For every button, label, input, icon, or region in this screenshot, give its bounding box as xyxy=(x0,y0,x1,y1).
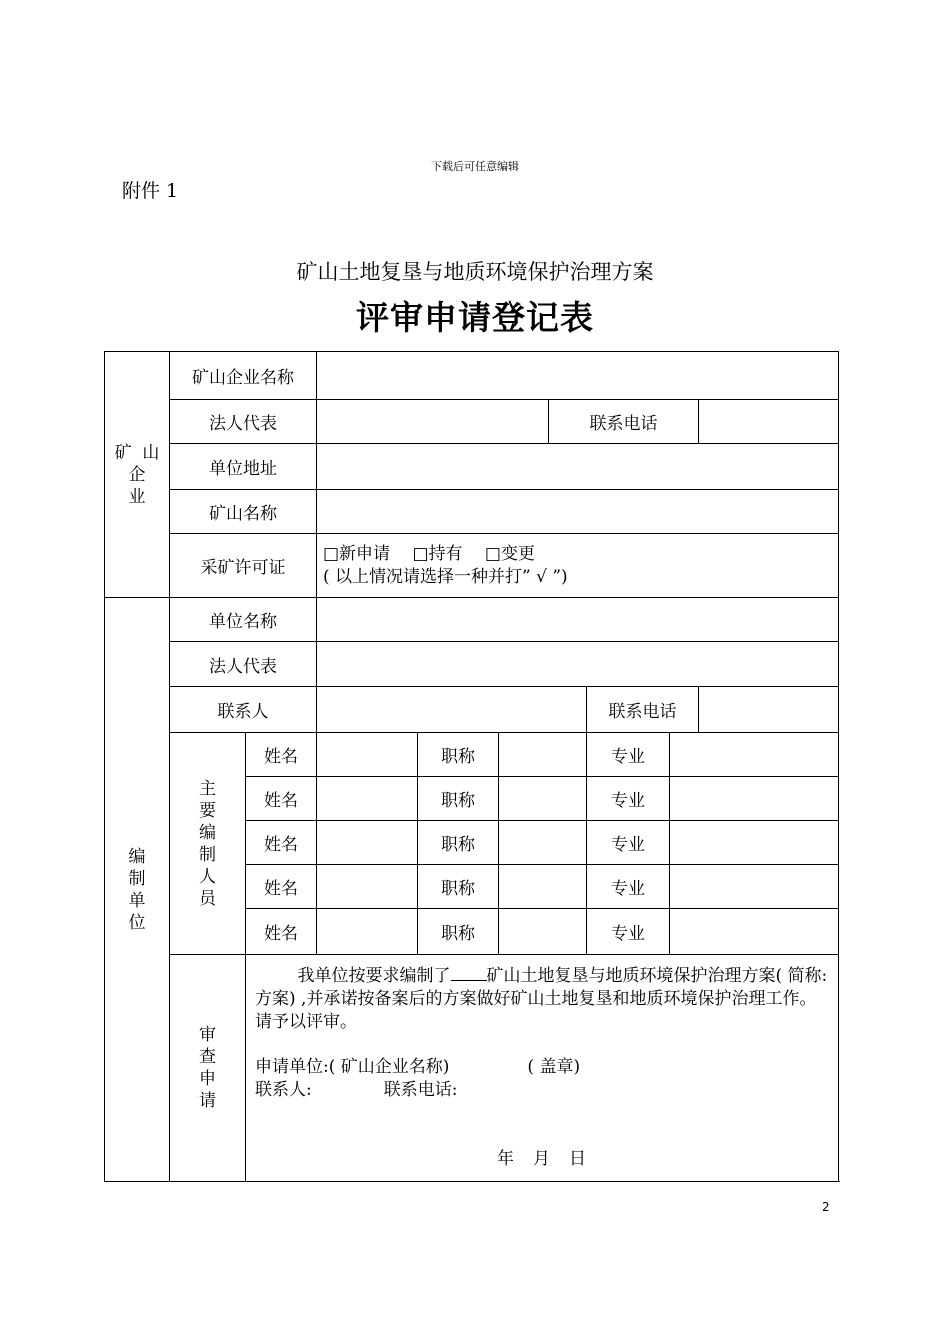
staff-major-label: 专业 xyxy=(587,909,670,955)
staff-major-field[interactable] xyxy=(670,909,839,955)
staff-name-field[interactable] xyxy=(317,777,418,821)
unit-name-field[interactable] xyxy=(317,598,839,642)
staff-title-label: 职称 xyxy=(418,821,499,865)
staff-name-label: 姓名 xyxy=(246,777,317,821)
form-title-line1: 矿山土地复垦与地质环境保护治理方案 xyxy=(296,260,654,284)
staff-title-field[interactable] xyxy=(499,777,587,821)
compiler-legal-rep-label: 法人代表 xyxy=(170,642,317,687)
staff-title-field[interactable] xyxy=(499,733,587,777)
contact-label: 联系人 xyxy=(170,687,317,733)
compiler-legal-rep-field[interactable] xyxy=(317,642,839,687)
staff-section-label: 主 要 编 制 人 员 xyxy=(170,733,246,955)
form-title-line2: 评审申请登记表 xyxy=(356,298,594,337)
staff-title-label: 职称 xyxy=(418,733,499,777)
license-label: 采矿许可证 xyxy=(170,534,317,598)
staff-major-field[interactable] xyxy=(670,733,839,777)
staff-major-label: 专业 xyxy=(587,777,670,821)
staff-name-label: 姓名 xyxy=(246,909,317,955)
review-section-label: 审 查 申 请 xyxy=(170,955,246,1182)
compiler-section-label: 编 制 单 位 xyxy=(105,598,170,1182)
staff-name-label: 姓名 xyxy=(246,733,317,777)
staff-name-field[interactable] xyxy=(317,865,418,909)
staff-name-field[interactable] xyxy=(317,733,418,777)
header-note: 下载后可任意编辑 xyxy=(431,160,519,173)
staff-title-label: 职称 xyxy=(418,777,499,821)
contact-line: 联系人: 联系电话: xyxy=(255,1080,458,1100)
staff-name-label: 姓名 xyxy=(246,865,317,909)
company-name-field[interactable] xyxy=(317,352,839,400)
staff-major-label: 专业 xyxy=(587,733,670,777)
compiler-phone-field[interactable] xyxy=(699,687,839,733)
contact-field[interactable] xyxy=(317,687,587,733)
license-note: ( 以上情况请选择一种并打” √ ”) xyxy=(323,566,568,587)
attachment-label: 附件 1 xyxy=(122,180,179,202)
compiler-phone-label: 联系电话 xyxy=(587,687,699,733)
date-line: 年 月 日 xyxy=(497,1149,588,1169)
staff-title-label: 职称 xyxy=(418,909,499,955)
registration-form-table xyxy=(104,351,839,1182)
staff-major-field[interactable] xyxy=(670,777,839,821)
address-field[interactable] xyxy=(317,444,839,490)
legal-rep-field[interactable] xyxy=(317,400,549,444)
staff-name-field[interactable] xyxy=(317,909,418,955)
phone-label: 联系电话 xyxy=(549,400,699,444)
mine-name-label: 矿山名称 xyxy=(170,490,317,534)
staff-title-field[interactable] xyxy=(499,821,587,865)
review-paragraph: 我单位按要求编制了 矿山土地复垦与地质环境保护治理方案( 简称: 方案) ,并承诺按备案后的方案做好矿山土地复垦和地质环境保护治理工作。请予以评审。 xyxy=(255,966,828,1032)
license-checkboxes[interactable]: □新申请 □持有 □变更 xyxy=(323,543,535,564)
seal-label: ( 盖章) xyxy=(527,1057,581,1077)
staff-title-field[interactable] xyxy=(499,909,587,955)
staff-title-label: 职称 xyxy=(418,865,499,909)
mine-name-field[interactable] xyxy=(317,490,839,534)
staff-major-field[interactable] xyxy=(670,865,839,909)
staff-major-field[interactable] xyxy=(670,821,839,865)
staff-name-field[interactable] xyxy=(317,821,418,865)
page-number: 2 xyxy=(822,1200,830,1214)
legal-rep-label: 法人代表 xyxy=(170,400,317,444)
review-statement[interactable] xyxy=(246,955,839,1182)
staff-major-label: 专业 xyxy=(587,865,670,909)
company-name-label: 矿山企业名称 xyxy=(170,352,317,400)
staff-name-label: 姓名 xyxy=(246,821,317,865)
unit-name-label: 单位名称 xyxy=(170,598,317,642)
applicant-line: 申请单位:( 矿山企业名称) ( 盖章) xyxy=(255,1057,581,1077)
staff-title-field[interactable] xyxy=(499,865,587,909)
staff-major-label: 专业 xyxy=(587,821,670,865)
phone-field[interactable] xyxy=(699,400,839,444)
plan-name-blank[interactable] xyxy=(451,965,487,981)
mining-section-label: 矿 山 企 业 xyxy=(105,352,170,598)
license-options[interactable] xyxy=(317,534,839,598)
address-label: 单位地址 xyxy=(170,444,317,490)
